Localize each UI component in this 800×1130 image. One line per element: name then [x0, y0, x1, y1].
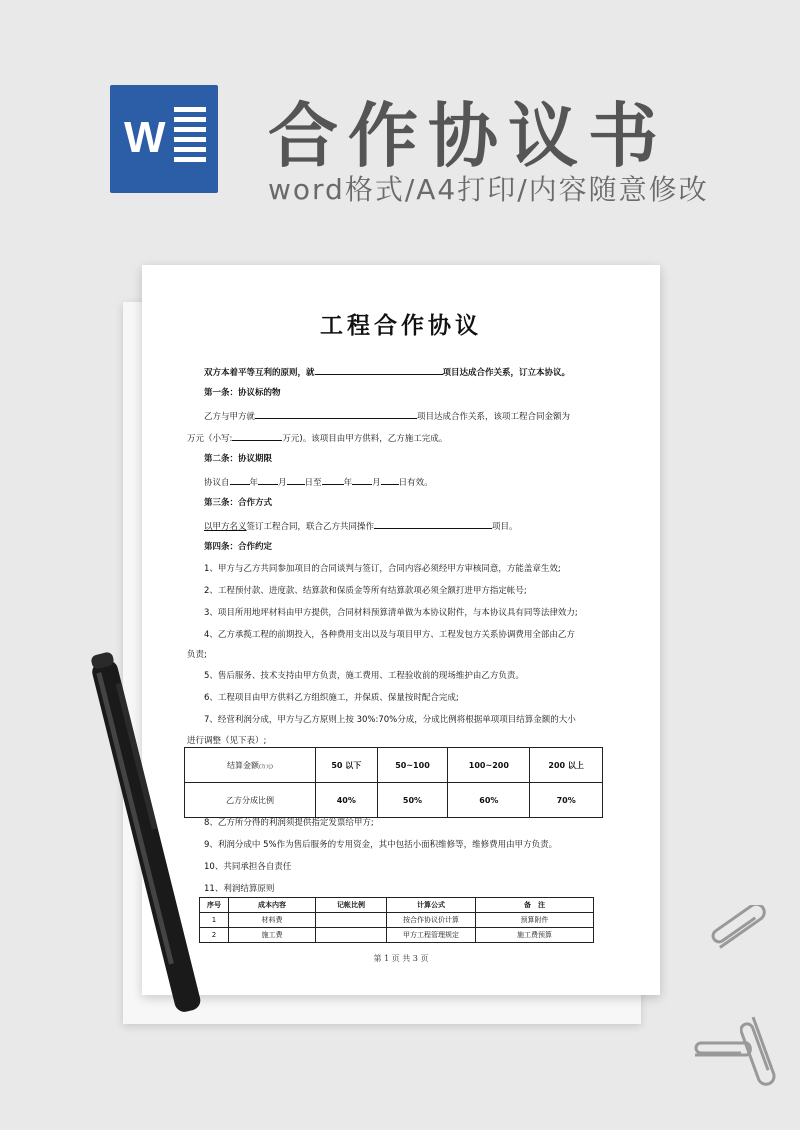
- clause-4-cont: 负责;: [187, 650, 207, 660]
- section-3-heading: 第三条：合作方式: [204, 498, 273, 508]
- table-cell: 材料费: [229, 913, 316, 928]
- table-header: 记帐比例: [316, 898, 387, 913]
- table-cell: 50~100: [377, 748, 448, 783]
- section-4-heading: 第四条：合作约定: [204, 542, 273, 552]
- section-2-heading: 第二条：协议期限: [204, 454, 273, 464]
- table-cell: 施工费预算: [476, 928, 594, 943]
- table-row: [200, 928, 594, 943]
- table-header: 备 注: [476, 898, 594, 913]
- table-cell: 按合作协议价计算: [387, 913, 476, 928]
- cost-table: [199, 897, 594, 943]
- banner: [0, 0, 800, 240]
- table-header: 计算公式: [387, 898, 476, 913]
- table-cell: 50%: [377, 783, 448, 818]
- clause-11: 11、利润结算原则: [204, 884, 275, 894]
- clause-9: 9、利润分成中 5%作为售后服务的专用资金，其中包括小面积维修等，维修费用由甲方负责。: [204, 840, 558, 850]
- table-row: [185, 783, 603, 818]
- clause-7-cont: 进行调整（见下表）;: [187, 736, 267, 746]
- clause-6: 6、工程项目由甲方供料乙方组织施工，并保质、保量按时配合完成;: [204, 693, 459, 703]
- clause-7: 7、经营利润分成，甲方与乙方原则上按 30%:70%分成，分成比例将根据单项项目结算金额的大小: [204, 715, 576, 725]
- paperclip-icon: [690, 1040, 760, 1070]
- section-2-line: 协议自 年 月 日至 年 月 日有效。: [204, 475, 433, 489]
- section-1-line-2: 万元（小写: 万元)。该项目由甲方供料，乙方施工完成。: [187, 431, 447, 445]
- logo-letter: W: [124, 113, 166, 162]
- banner-title: 合作协议书: [268, 95, 668, 177]
- table-row: [200, 898, 594, 913]
- word-logo-icon: [110, 85, 218, 193]
- clause-2: 2、工程预付款、进度款、结算款和保质金等所有结算款项必须全额打进甲方指定帐号;: [204, 586, 527, 596]
- table-header: 序号: [200, 898, 229, 913]
- clause-5: 5、售后服务、技术支持由甲方负责，施工费用、工程验收前的现场维护由乙方负责。: [204, 671, 524, 681]
- table-cell: 60%: [448, 783, 530, 818]
- table-row: [185, 748, 603, 783]
- table-cell: 预算附件: [476, 913, 594, 928]
- clause-10: 10、共同承担各自责任: [204, 862, 292, 872]
- paperclip-icon: [705, 905, 780, 960]
- clause-3: 3、项目所用地坪材料由甲方提供，合同材料预算清单做为本协议附件，与本协议具有同等法律效力;: [204, 608, 578, 618]
- table-cell: 结算金额(万元): [185, 748, 316, 783]
- section-1-line-1: 乙方与甲方就 项目达成合作关系，该项工程合同金额为: [204, 409, 570, 423]
- section-1-heading: 第一条：协议标的物: [204, 388, 281, 398]
- table-cell: 40%: [316, 783, 378, 818]
- table-cell: 100~200: [448, 748, 530, 783]
- table-cell: [316, 913, 387, 928]
- clause-8: 8、乙方所分得的利润须提供指定发票给甲方;: [204, 818, 374, 828]
- section-3-line: 以甲方名义签订工程合同，联合乙方共同操作 项目。: [204, 519, 518, 533]
- document-title: 工程合作协议: [320, 313, 482, 339]
- table-cell: 甲方工程管理规定: [387, 928, 476, 943]
- ratio-table: [184, 747, 603, 818]
- clause-1: 1、甲方与乙方共同参加项目的合同谈判与签订，合同内容必须经甲方审核同意，方能盖章生效;: [204, 564, 561, 574]
- table-cell: 施工费: [229, 928, 316, 943]
- table-cell: 50 以下: [316, 748, 378, 783]
- table-cell: 70%: [530, 783, 603, 818]
- table-cell: 1: [200, 913, 229, 928]
- pen-icon: [70, 640, 220, 1040]
- table-cell: [316, 928, 387, 943]
- table-cell: 乙方分成比例: [185, 783, 316, 818]
- table-cell: 200 以上: [530, 748, 603, 783]
- intro-line: 双方本着平等互利的原则，就 项目达成合作关系，订立本协议。: [204, 365, 570, 379]
- banner-subtitle: word格式/A4打印/内容随意修改: [268, 173, 709, 206]
- table-header: 成本内容: [229, 898, 316, 913]
- page-footer: 第 1 页 共 3 页: [373, 954, 429, 963]
- table-row: [200, 913, 594, 928]
- clause-4: 4、乙方承揽工程的前期投入，各种费用支出以及与项目甲方、工程发包方关系协调费用全部由乙方: [204, 630, 575, 640]
- table-cell: 2: [200, 928, 229, 943]
